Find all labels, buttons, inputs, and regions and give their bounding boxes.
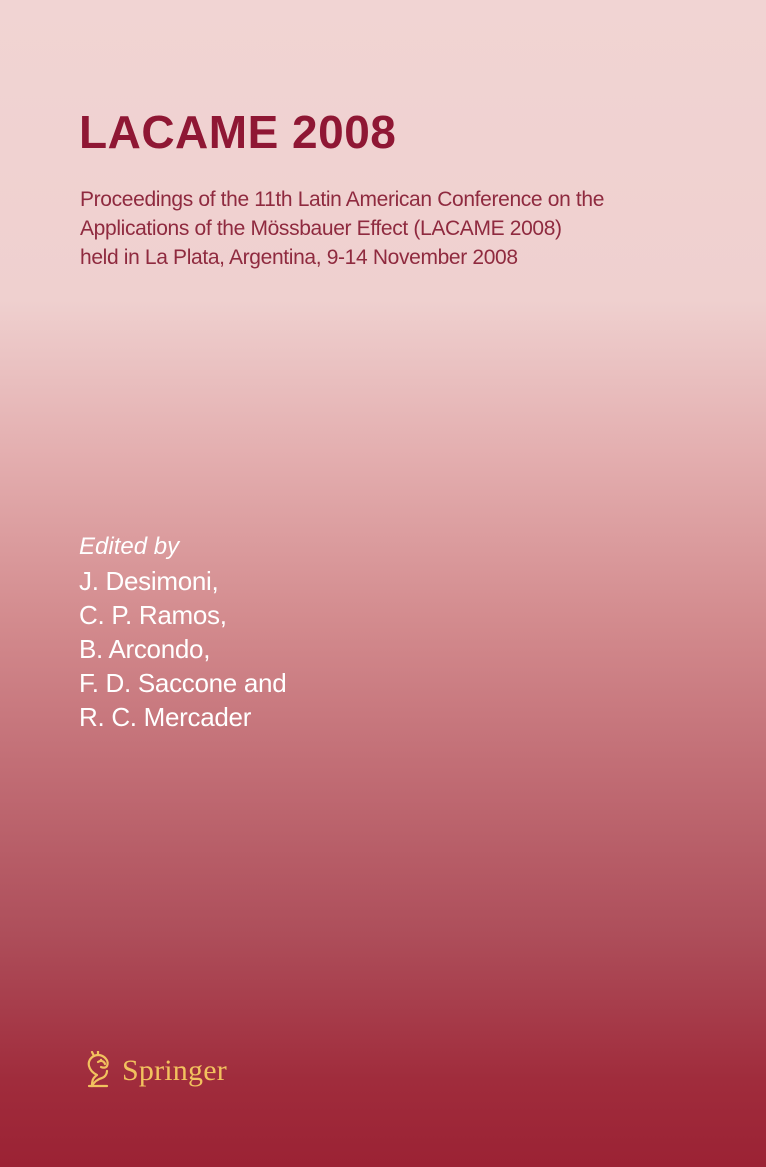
subtitle-line: Applications of the Mössbauer Effect (LACAME 2008): [80, 217, 562, 240]
editor-name: R. C. Mercader: [79, 702, 252, 732]
book-subtitle: [80, 185, 730, 272]
editor-name: F. D. Saccone and: [79, 668, 287, 698]
edited-by-label: Edited by: [79, 533, 180, 560]
editor-name: B. Arcondo,: [79, 634, 211, 664]
book-title: LACAME 2008: [79, 106, 397, 158]
springer-horse-icon: [80, 1051, 116, 1091]
editors-block: [79, 531, 286, 734]
subtitle-line: held in La Plata, Argentina, 9-14 November 2008: [80, 246, 518, 269]
editor-name: J. Desimoni,: [79, 566, 219, 596]
publisher-logo: [80, 1051, 227, 1091]
editor-name: C. P. Ramos,: [79, 600, 227, 630]
editor-list: [79, 564, 286, 734]
subtitle-line: Proceedings of the 11th Latin American Conference on the: [80, 188, 605, 211]
publisher-name: Springer: [122, 1054, 227, 1087]
